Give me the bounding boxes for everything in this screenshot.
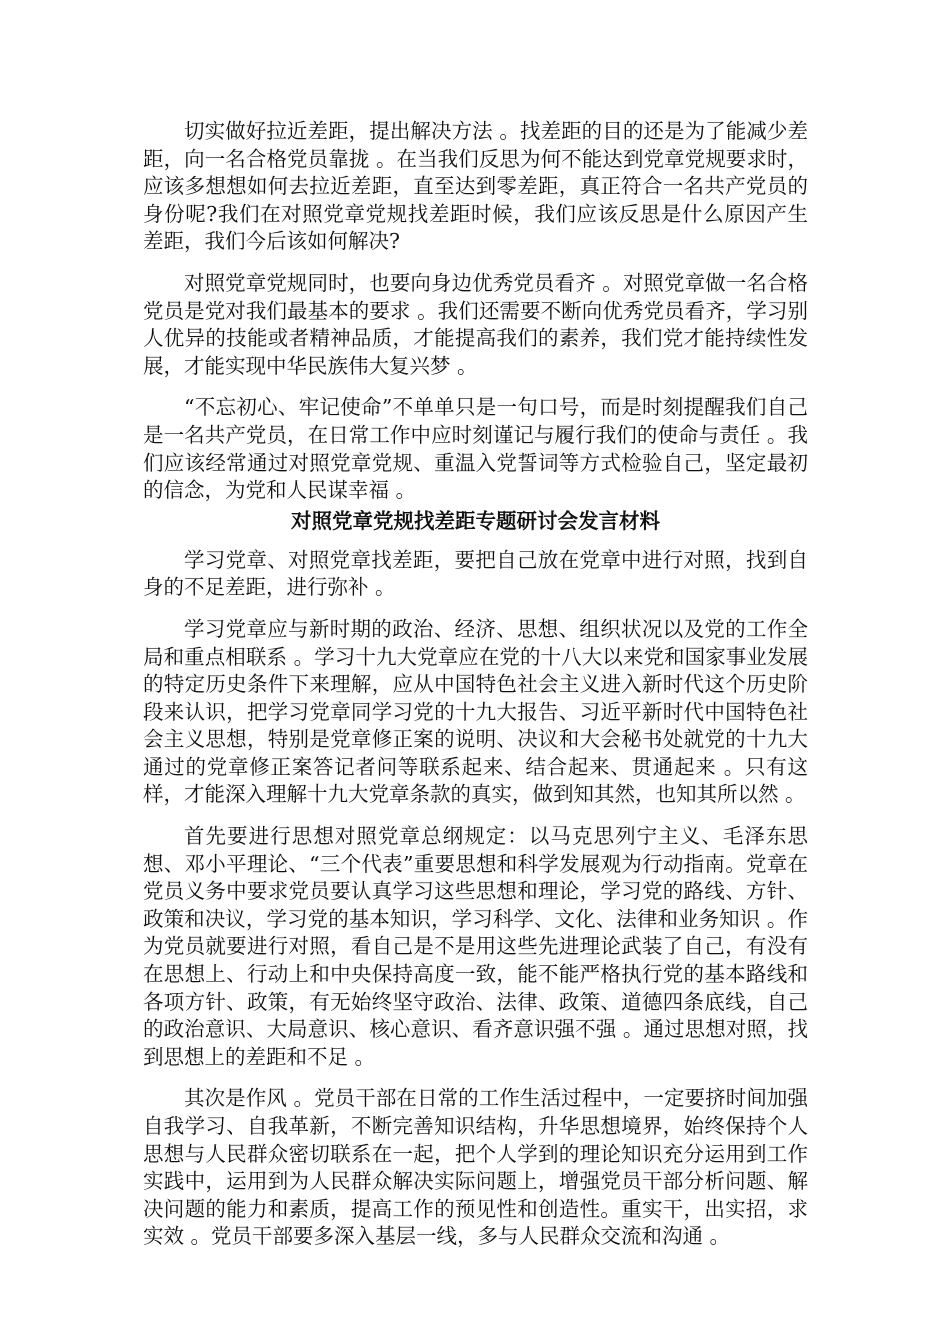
document-page bbox=[143, 118, 808, 1265]
paragraph: 学习党章应与新时期的政治、经济、思想、组织状况以及党的工作全局和重点相联系 。学习十九大党章应在党的十八大以来党和国家事业发展的特定历史条件下来理解，应从中国特色社会主义进入新时代这个历史阶段来认识，把学习党章同学习党的十九大报告、习近平新时代中国特色社会主义思想，特别是党章修正案的说明、决议和大会秘书处就党的十九大通过的党章修正案答记者问等联系起来、结合起来、贯通起来 。只有这样，才能深入理解十九大党章条款的真实，做到知其然，也知其所以然 。 bbox=[143, 616, 808, 807]
paragraph: 学习党章、对照党章找差距，要把自己放在党章中进行对照，找到自身的不足差距，进行弥补 。 bbox=[143, 547, 808, 600]
paragraph: “不忘初心、牢记使命”不单单只是一句口号，而是时刻提醒我们自己是一名共产党员，在日常工作中应时刻谨记与履行我们的使命与责任 。我们应该经常通过对照党章党规、重温入党誓词等方式检验自己，坚定最初的信念，为党和人民谋幸福 。 bbox=[143, 395, 808, 503]
paragraph: 对照党章党规同时，也要向身边优秀党员看齐 。对照党章做一名合格党员是党对我们最基本的要求 。我们还需要不断向优秀党员看齐，学习别人优异的技能或者精神品质，才能提高我们的素养，我们党才能持续性发展，才能实现中华民族伟大复兴梦 。 bbox=[143, 270, 808, 378]
section-heading: 对照党章党规找差距专题研讨会发言材料 bbox=[291, 508, 660, 533]
paragraph: 其次是作风 。党员干部在日常的工作生活过程中，一定要挤时间加强自我学习、自我革新，不断完善知识结构，升华思想境界，始终保持个人思想与人民群众密切联系在一起，把个人学到的理论知识充分运用到工作实践中，运用到为人民群众解决实际问题上，增强党员干部分析问题、解决问题的能力和素质，提高工作的预见性和创造性。重实干，出实招，求实效 。党员干部要多深入基层一线，多与人民群众交流和沟通 。 bbox=[143, 1086, 808, 1249]
paragraph: 首先要进行思想对照党章总纲规定：以马克思列宁主义、毛泽东思想、邓小平理论、“三个代表”重要思想和科学发展观为行动指南。党章在党员义务中要求党员要认真学习这些思想和理论，学习党的路线、方针、政策和决议，学习党的基本知识，学习科学、文化、法律和业务知识 。作为党员就要进行对照，看自己是不是用这些先进理论武装了自己，有没有在思想上、行动上和中央保持高度一致，能不能严格执行党的基本路线和各项方针、政策，有无始终坚守政治、法律、政策、道德四条底线，自己的政治意识、大局意识、核心意识、看齐意识强不强 。通过思想对照，找到思想上的差距和不足 。 bbox=[143, 824, 808, 1069]
paragraph: 切实做好拉近差距，提出解决方法 。找差距的目的还是为了能减少差距，向一名合格党员靠拢 。在当我们反思为何不能达到党章党规要求时，应该多想想如何去拉近差距，直至达到零差距，真正符合一名共产党员的身份呢?我们在对照党章党规找差距时候，我们应该反思是什么原因产生差距，我们今后该如何解决? bbox=[143, 119, 808, 254]
